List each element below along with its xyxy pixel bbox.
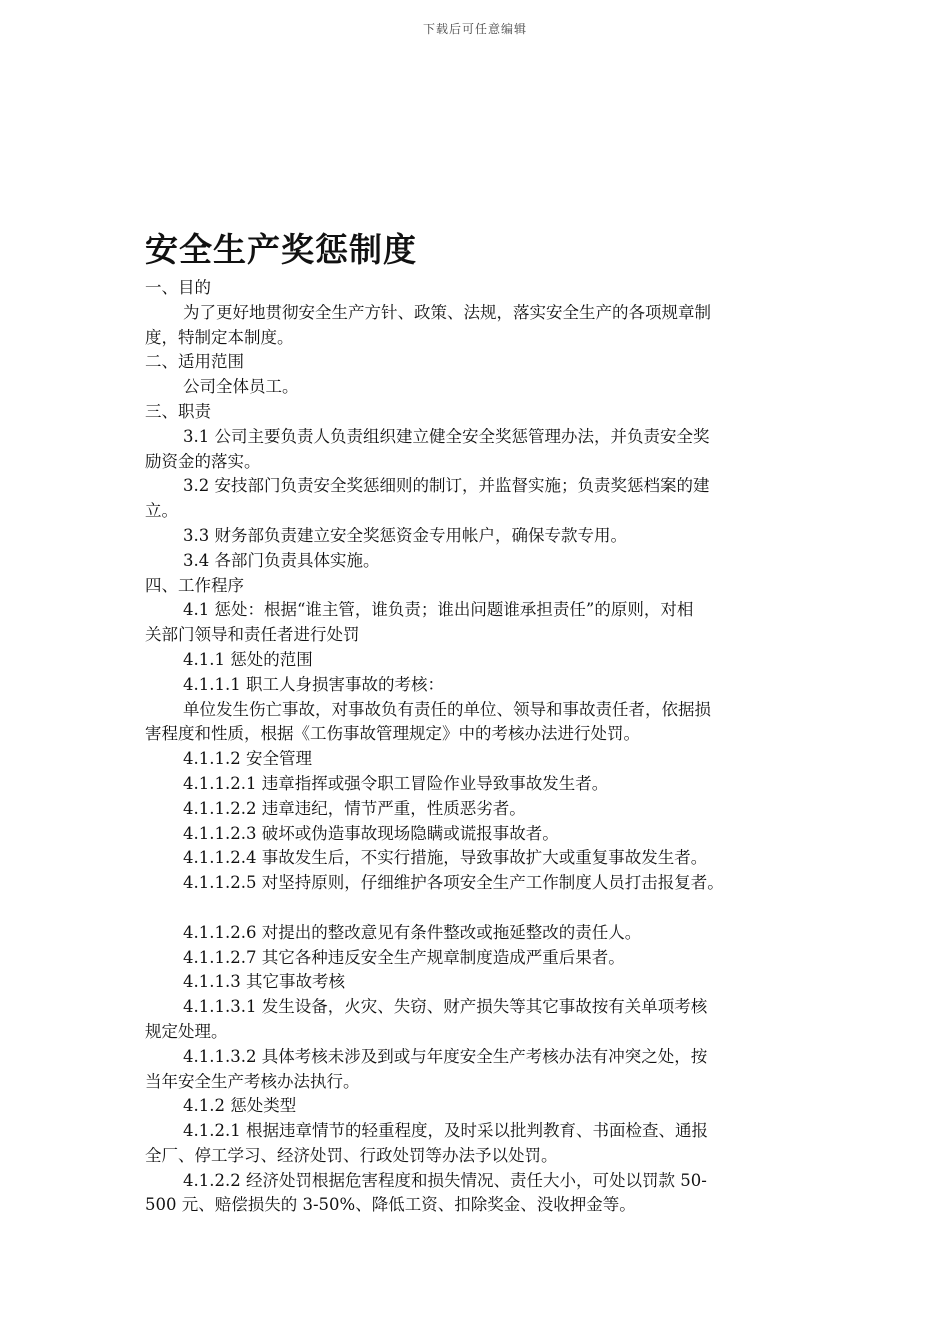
text-line: 500 元、赔偿损失的 3-50%、降低工资、扣除奖金、没收押金等。 xyxy=(145,1195,636,1215)
text-line: 全厂、停工学习、经济处罚、行政处罚等办法予以处罚。 xyxy=(145,1145,558,1165)
text-line: 4.1.1 惩处的范围 xyxy=(183,649,313,669)
text-line: 4.1.1.2.6 对提出的整改意见有条件整改或拖延整改的责任人。 xyxy=(183,922,642,942)
text-line: 二、适用范围 xyxy=(145,352,244,372)
text-line: 4.1.2.2 经济处罚根据危害程度和损失情况、责任大小，可处以罚款 50- xyxy=(183,1170,707,1190)
text-line: 4.1.1.2.4 事故发生后，不实行措施，导致事故扩大或重复事故发生者。 xyxy=(183,848,708,868)
document-body xyxy=(145,226,817,1218)
text-line: 3.2 安技部门负责安全奖惩细则的制订，并监督实施；负责奖惩档案的建 xyxy=(183,476,710,496)
text-line: 4.1.1.3.1 发生设备，火灾、失窃、财产损失等其它事故按有关单项考核 xyxy=(183,997,708,1017)
text-line: 4.1.1.2.3 破坏或伪造事故现场隐瞒或谎报事故者。 xyxy=(183,823,559,843)
text-line: 一、目的 xyxy=(145,278,211,297)
text-line: 3.1 公司主要负责人负责组织建立健全安全奖惩管理办法，并负责安全奖 xyxy=(183,426,710,446)
text-line: 当年安全生产考核办法执行。 xyxy=(145,1071,360,1091)
text-line: 度，特制定本制度。 xyxy=(145,327,294,347)
text-line: 3.3 财务部负责建立安全奖惩资金专用帐户，确保专款专用。 xyxy=(183,525,627,545)
text-line: 4.1.2.1 根据违章情节的轻重程度，及时采以批判教育、书面检查、通报 xyxy=(183,1121,708,1141)
text-line: 三、职责 xyxy=(145,401,211,421)
text-line: 为了更好地贯彻安全生产方针、政策、法规，落实安全生产的各项规章制 xyxy=(183,302,711,322)
header-note: 下载后可任意编辑 xyxy=(422,22,527,36)
text-line: 4.1 惩处：根据“谁主管，谁负责；谁出问题谁承担责任”的原则，对相 xyxy=(183,600,694,620)
text-line: 4.1.1.3 其它事故考核 xyxy=(183,972,345,992)
text-line: 4.1.1.3.2 具体考核未涉及到或与年度安全生产考核办法有冲突之处，按 xyxy=(183,1046,708,1066)
text-line: 四、工作程序 xyxy=(145,575,244,595)
text-line: 励资金的落实。 xyxy=(145,451,261,471)
text-line: 4.1.1.2.1 违章指挥或强令职工冒险作业导致事故发生者。 xyxy=(183,773,609,793)
text-line: 害程度和性质，根据《工伤事故管理规定》中的考核办法进行处罚。 xyxy=(145,724,640,744)
text-line: 关部门领导和责任者进行处罚 xyxy=(145,625,360,645)
document-title: 安全生产奖惩制度 xyxy=(145,230,417,269)
text-line: 4.1.1.2 安全管理 xyxy=(183,749,312,769)
text-line: 规定处理。 xyxy=(145,1021,228,1041)
blank-line xyxy=(145,896,817,921)
text-line: 单位发生伤亡事故，对事故负有责任的单位、领导和事故责任者，依据损 xyxy=(183,699,711,719)
document-text xyxy=(145,276,817,1218)
text-line: 公司全体员工。 xyxy=(183,377,299,397)
text-line: 4.1.1.2.2 违章违纪，情节严重，性质恶劣者。 xyxy=(183,798,526,818)
text-line: 4.1.1.2.7 其它各种违反安全生产规章制度造成严重后果者。 xyxy=(183,947,625,967)
text-line: 立。 xyxy=(145,501,178,521)
text-line: 3.4 各部门负责具体实施。 xyxy=(183,550,380,570)
text-line: 4.1.1.1 职工人身损害事故的考核： xyxy=(183,674,444,694)
text-line: 4.1.2 惩处类型 xyxy=(183,1096,297,1116)
text-line: 4.1.1.2.5 对坚持原则，仔细维护各项安全生产工作制度人员打击报复者。 xyxy=(183,873,724,893)
